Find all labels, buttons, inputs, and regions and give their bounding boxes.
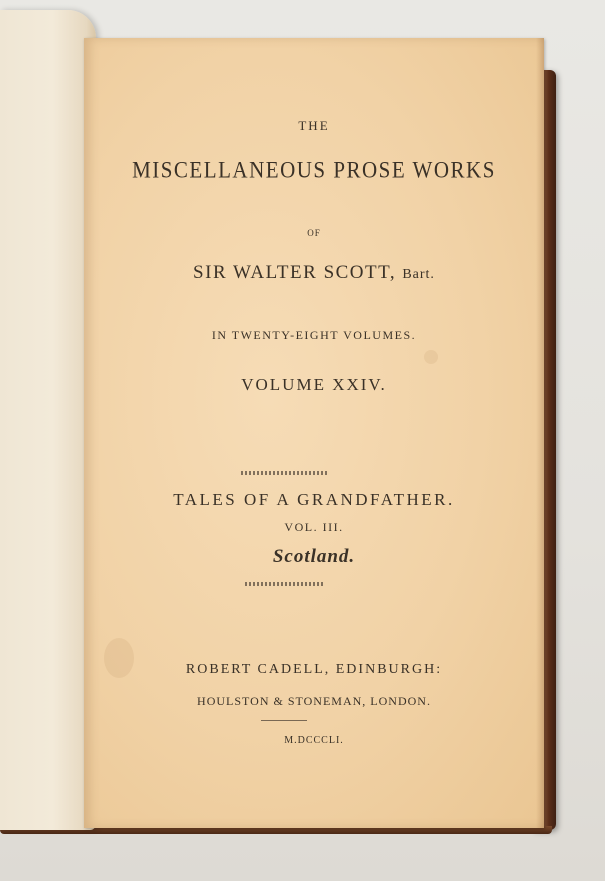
subtitle: TALES OF A GRANDFATHER. [173, 490, 455, 509]
author-suffix: Bart. [402, 267, 435, 282]
left-page [0, 10, 96, 830]
volume-number: VOLUME XXIV. [241, 375, 387, 394]
publisher-london: HOULSTON & STONEMAN, LONDON. [197, 694, 431, 708]
main-title: MISCELLANEOUS PROSE WORKS [132, 157, 496, 183]
volumes-note: IN TWENTY-EIGHT VOLUMES. [211, 328, 417, 342]
country-blackletter: Scotland. [272, 546, 356, 567]
author-name: SIR WALTER SCOTT, [193, 262, 397, 283]
sub-volume: VOL. III. [284, 520, 344, 534]
ornamental-rule-bottom [245, 582, 325, 586]
title-page [84, 38, 544, 828]
short-rule [261, 720, 307, 721]
ornamental-rule-top [241, 471, 329, 475]
author-line [84, 262, 544, 284]
publication-date: M.DCCCLI. [284, 735, 344, 746]
title-of: OF [307, 228, 321, 238]
foxing-spot [424, 350, 438, 364]
title-the: THE [298, 118, 330, 133]
publisher-edinburgh: ROBERT CADELL, EDINBURGH: [185, 662, 443, 677]
